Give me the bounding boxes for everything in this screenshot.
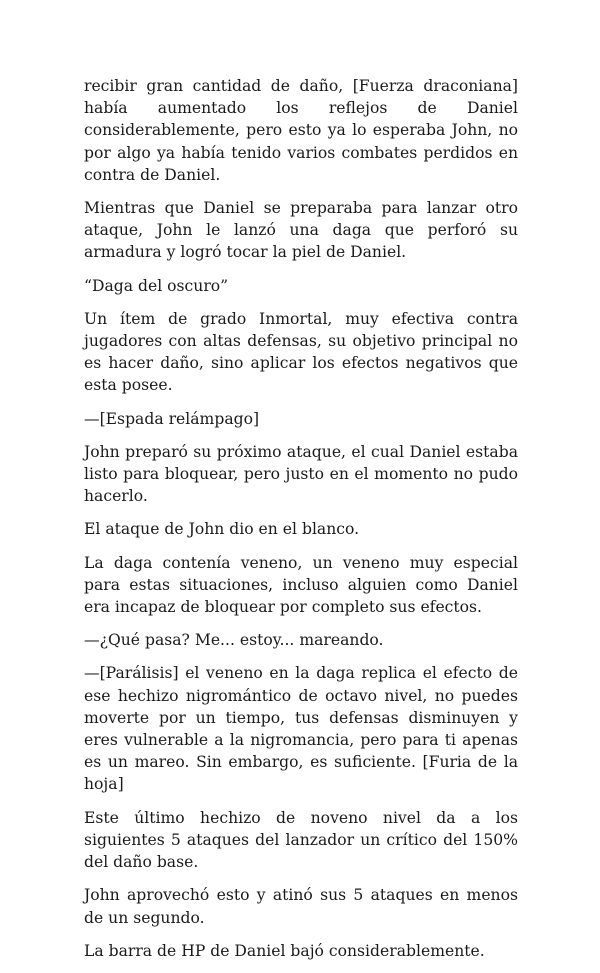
paragraph: Este último hechizo de noveno nivel da a los siguientes 5 ataques del lanzador un crítico del 150% del daño base.: [84, 808, 518, 872]
paragraph: recibir gran cantidad de daño, [Fuerza draconiana] había aumentado los reflejos de Daniel considerablemente, pero esto ya lo esperaba John, no por algo ya había tenido varios combates perdidos en contra de Daniel.: [84, 77, 518, 184]
paragraph: La barra de HP de Daniel bajó considerablemente.: [84, 941, 485, 960]
paragraph: —[Parálisis] el veneno en la daga replica el efecto de ese hechizo nigromántico de octavo nivel, no puedes moverte por un tiempo, tus defensas disminuyen y eres vulnerable a la nigromancia, pero para ti apenas es un mareo. Sin embargo, es suficiente. [Furia de la hoja]: [84, 664, 518, 794]
paragraph: Un ítem de grado Inmortal, muy efectiva contra jugadores con altas defensas, su objetivo principal no es hacer daño, sino aplicar los efectos negativos que esta posee.: [84, 309, 518, 395]
paragraph: La daga contenía veneno, un veneno muy especial para estas situaciones, incluso alguien como Daniel era incapaz de bloquear por completo sus efectos.: [84, 553, 518, 617]
paragraph: Mientras que Daniel se preparaba para lanzar otro ataque, John le lanzó una daga que perforó su armadura y logró tocar la piel de Daniel.: [84, 199, 518, 262]
paragraph: “Daga del oscuro”: [84, 276, 229, 295]
book-page: [84, 75, 518, 973]
paragraph: —[Espada relámpago]: [84, 409, 260, 428]
paragraph: El ataque de John dio en el blanco.: [84, 520, 360, 539]
paragraph: —¿Qué pasa? Me... estoy... mareando.: [84, 631, 384, 650]
paragraph: John preparó su próximo ataque, el cual Daniel estaba listo para bloquear, pero justo en el momento no pudo hacerlo.: [84, 442, 518, 506]
paragraph: John aprovechó esto y atinó sus 5 ataques en menos de un segundo.: [84, 886, 518, 927]
